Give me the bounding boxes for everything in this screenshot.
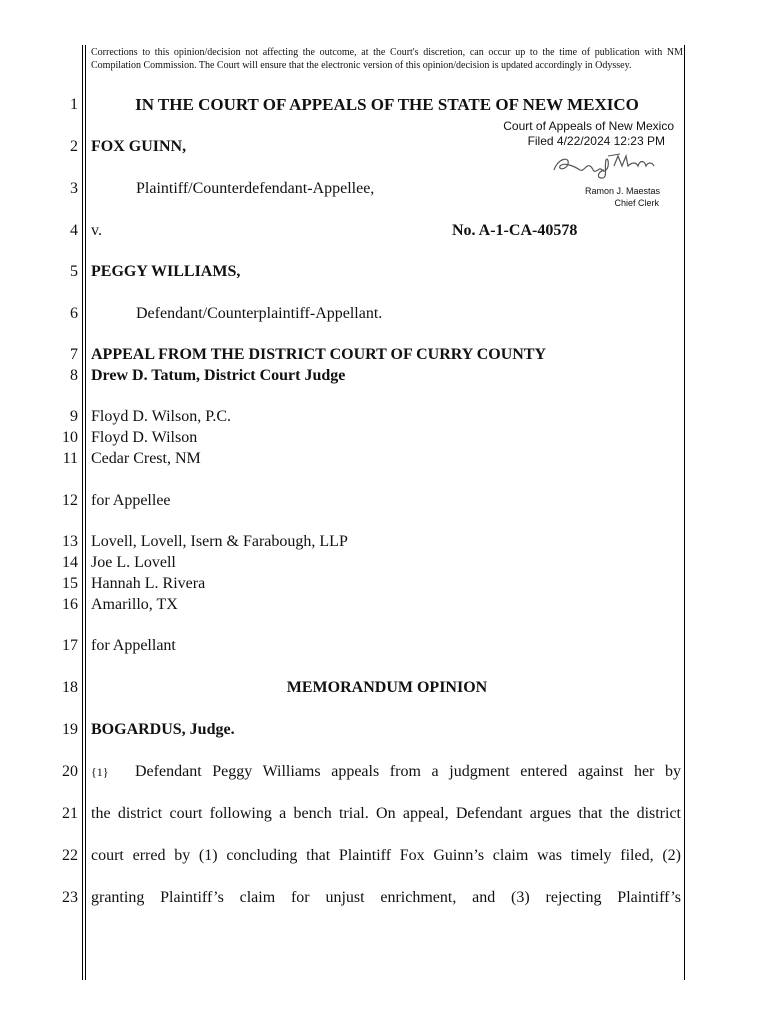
filing-stamp-court: Court of Appeals of New Mexico — [503, 119, 674, 133]
appellee-firm: Floyd D. Wilson, P.C. — [91, 408, 231, 425]
defendant-name: PEGGY WILLIAMS, — [91, 263, 241, 280]
opinion-author: BOGARDUS, Judge. — [91, 721, 235, 738]
line-number: 15 — [62, 575, 78, 592]
clerk-signature-icon — [548, 148, 660, 182]
filing-stamp-clerk-title: Chief Clerk — [614, 198, 659, 208]
line-number: 8 — [70, 367, 78, 384]
plaintiff-name: FOX GUINN, — [91, 138, 187, 155]
appeal-from: APPEAL FROM THE DISTRICT COURT OF CURRY COUNTY — [91, 346, 547, 363]
defendant-role: Defendant/Counterplaintiff-Appellant. — [136, 305, 383, 322]
margin-rule-left-outer — [82, 45, 83, 980]
appellee-location: Cedar Crest, NM — [91, 450, 201, 467]
opinion-text-line: court erred by (1) concluding that Plaintiff Fox Guinn’s claim was timely filed, (2) — [91, 847, 681, 864]
line-number: 16 — [62, 596, 78, 613]
corrections-notice: Corrections to this opinion/decision not affecting the outcome, at the Court's discretion, can occur up to the time of publication with NM Compilation Commission. The Court will ensure that the electronic version of this opinion/decision is updated accordingly in Odyssey. — [91, 47, 683, 71]
line-number: 17 — [62, 637, 78, 654]
line-number: 4 — [70, 222, 78, 239]
line-number: 7 — [70, 346, 78, 363]
line-number: 11 — [62, 450, 78, 467]
line-number: 21 — [62, 805, 78, 822]
appellant-location: Amarillo, TX — [91, 596, 178, 613]
line-number: 5 — [70, 263, 78, 280]
court-title: IN THE COURT OF APPEALS OF THE STATE OF NEW MEXICO — [135, 95, 639, 114]
trial-judge: Drew D. Tatum, District Court Judge — [91, 367, 346, 384]
opinion-text-line: granting Plaintiff’s claim for unjust enrichment, and (3) rejecting Plaintiff’s — [91, 889, 681, 906]
line-number: 18 — [62, 679, 78, 696]
appellant-attorney: Joe L. Lovell — [91, 554, 176, 571]
paragraph-mark: {1} — [91, 765, 109, 779]
filing-stamp-clerk-name: Ramon J. Maestas — [584, 186, 660, 196]
versus: v. — [91, 222, 102, 239]
line-number: 14 — [62, 554, 78, 571]
plaintiff-role: Plaintiff/Counterdefendant-Appellee, — [136, 180, 375, 197]
for-appellee: for Appellee — [91, 492, 171, 509]
appellee-attorney: Floyd D. Wilson — [91, 429, 198, 446]
line-number: 20 — [62, 763, 78, 780]
opinion-text-line: {1} Defendant Peggy Williams appeals from a judgment entered against her by — [91, 763, 681, 780]
line-number: 6 — [70, 305, 78, 322]
line-number: 22 — [62, 847, 78, 864]
line-number: 1 — [70, 96, 78, 113]
opinion-text-line: the district court following a bench trial. On appeal, Defendant argues that the district — [91, 805, 681, 822]
line-number: 9 — [70, 408, 78, 425]
opinion-heading: MEMORANDUM OPINION — [286, 679, 488, 696]
line-number: 2 — [70, 138, 78, 155]
margin-rule-left-inner — [85, 45, 86, 980]
for-appellant: for Appellant — [91, 637, 176, 654]
margin-rule-right — [684, 45, 685, 980]
line-number: 23 — [62, 889, 78, 906]
appellant-attorney: Hannah L. Rivera — [91, 575, 206, 592]
line-number: 12 — [62, 492, 78, 509]
filing-stamp-date: Filed 4/22/2024 12:23 PM — [527, 134, 665, 148]
line-number: 10 — [62, 429, 78, 446]
line-number: 3 — [70, 180, 78, 197]
appellant-firm: Lovell, Lovell, Isern & Farabough, LLP — [91, 533, 348, 550]
line-number: 19 — [62, 721, 78, 738]
line-number: 13 — [62, 533, 78, 550]
case-number: No. A-1-CA-40578 — [452, 222, 578, 239]
